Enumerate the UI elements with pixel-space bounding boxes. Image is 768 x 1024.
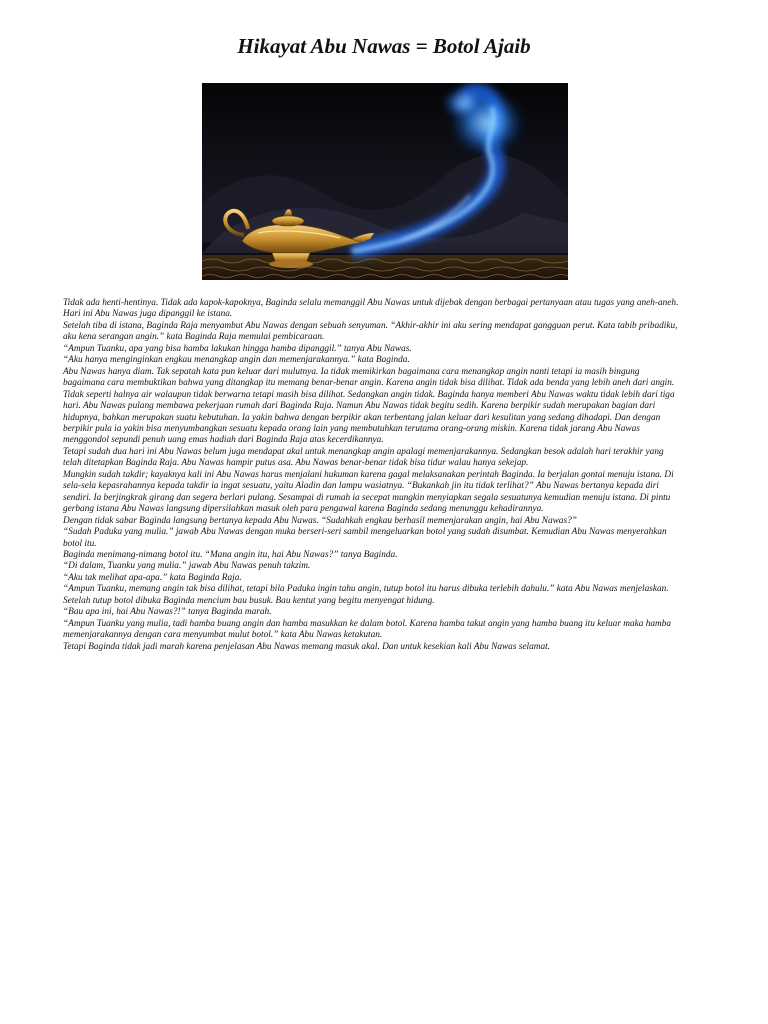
story-paragraph: “Ampun Tuanku yang mulia, tadi hamba buang angin dan hamba masukkan ke dalam botol. Karena hamba takut angin yang hamba buang itu keluar maka hamba memenjarakannya dengan cara menyumbat mulut botol.” kata Abu Nawas ketakutan.: [63, 618, 672, 641]
story-paragraph: Baginda menimang-nimang botol itu. “Mana angin itu, hai Abu Nawas?” tanya Baginda.: [63, 549, 398, 560]
story-paragraph: “Ampun Tuanku, memang angin tak bisa dilihat, tetapi bila Paduka ingin tahu angin, tutup botol itu harus dibuka terlebih dahulu.” kata Abu Nawas menjelaskan. Setelah tutup botol dibuka Baginda mencium bau busuk. Bau kentut yang begitu menyengat hidung.: [63, 584, 669, 606]
story-paragraph: “Ampun Tuanku, apa yang bisa hamba lakukan hingga hamba dipanggil.” tanya Abu Nawas.: [63, 343, 412, 354]
story-paragraph: “Sudah Paduka yang mulia.” jawab Abu Nawas dengan muka berseri-seri sambil mengeluarkan botol yang sudah disumbat. Kemudian Abu Nawas menyerahkan botol itu.: [63, 527, 667, 549]
story-paragraph: “Bau apa ini, hai Abu Nawas?!” tanya Baginda marah.: [63, 607, 272, 618]
story-paragraph: Tetapi sudah dua hari ini Abu Nawas belum juga mendapat akal untuk menangkap angin apalagi memenjarakannya. Sedangkan besok adalah hari terakhir yang telah ditetapkan Baginda Raja. Abu Nawas hampir putus asa. Abu Nawas benar-benar tidak bisa tidur walau hanya sekejap.: [63, 446, 664, 469]
story-paragraph: Tetapi Baginda tidak jadi marah karena penjelasan Abu Nawas memang masuk akal. Dan untuk kesekian kali Abu Nawas selamat.: [63, 641, 551, 652]
story-paragraph: Mungkin sudah takdir; kayaknya kali ini Abu Nawas harus menjalani hukuman karena gagal melaksanakan perintah Baginda. Ia berjalan gontai menuju istana. Di sela-sela kepasrahannya kepada takdir ia ingat sesuatu, yaitu Aladin dan lampu wasiatnya. “Bukankah jin itu tidak terlihat?” Abu Nawas bertanya kepada diri sendiri. Ia berjingkrak girang dan segera berlari pulang. Sesampai di rumah ia secepat mungkin menyiapkan segala sesuatunya kemudian menuju istana. Di pintu gerbang istana Abu Nawas langsung dipersilahkan masuk oleh para pengawal karena Baginda sedang menunggu kehadirannya.: [63, 469, 674, 515]
story-paragraph: “Aku hanya menginginkan engkau menangkap angin dan memenjarakannya.” kata Baginda.: [63, 355, 410, 366]
magic-lamp-illustration: [202, 83, 568, 280]
story-paragraph: Setelah tiba di istana, Baginda Raja menyambut Abu Nawas dengan sebuah senyuman. “Akhir-akhir ini aku sering mendapat gangguan perut. Kata tabib pribadiku, aku kena serangan angin.” kata Baginda Raja memulai pembicaraan.: [63, 320, 678, 343]
story-text: [63, 298, 683, 653]
story-paragraph: “Di dalam, Tuanku yang mulia.” jawab Abu Nawas penuh takzim.: [63, 561, 311, 572]
document-title: Hikayat Abu Nawas = Botol Ajaib: [237, 34, 531, 58]
story-paragraph: Tidak ada henti-hentinya. Tidak ada kapok-kapoknya, Baginda selalu memanggil Abu Nawas untuk dijebak dengan berbagai pertanyaan atau tugas yang aneh-aneh. Hari ini Abu Nawas juga dipanggil ke istana.: [63, 298, 679, 320]
story-paragraph: “Aku tak melihat apa-apa.” kata Baginda Raja.: [63, 572, 242, 583]
magic-lamp-icon: [202, 83, 568, 280]
story-paragraph: Dengan tidak sabar Baginda langsung bertanya kepada Abu Nawas. “Sudahkah engkau berhasil memenjarakan angin, hai Abu Nawas?”: [63, 515, 577, 526]
story-paragraph: Abu Nawas hanya diam. Tak sepatah kata pun keluar dari mulutnya. Ia tidak memikirkan bagaimana cara menangkap angin nanti tetapi ia masih bingung bagaimana cara membuktikan bahwa yang ditangkap itu memang benar-benar angin. Karena angin tidak bisa dilihat. Tidak ada benda yang lebih aneh dari angin. Tidak seperti halnya air walaupun tidak berwarna tetapi masih bisa dilihat. Sedangkan angin tidak. Baginda hanya memberi Abu Nawas waktu tidak lebih dari tiga hari. Abu Nawas pulang membawa pekerjaan rumah dari Baginda Raja. Namun Abu Nawas tidak begitu sedih. Karena berpikir sudah merupakan bagian dari hidupnya, bahkan merupakan suatu kebutuhan. Ia yakin bahwa dengan berpikir akan terbentang jalan keluar dari kesulitan yang sedang dihadapi. Dan dengan berpikir pula ia yakin bisa menyumbangkan sesuatu kepada orang lain yang membutuhkan terutama orang-orang miskin. Karena tidak jarang Abu Nawas menggondol sepundi penuh uang emas hadiah dari Baginda Raja atas kecerdikannya.: [63, 366, 675, 446]
